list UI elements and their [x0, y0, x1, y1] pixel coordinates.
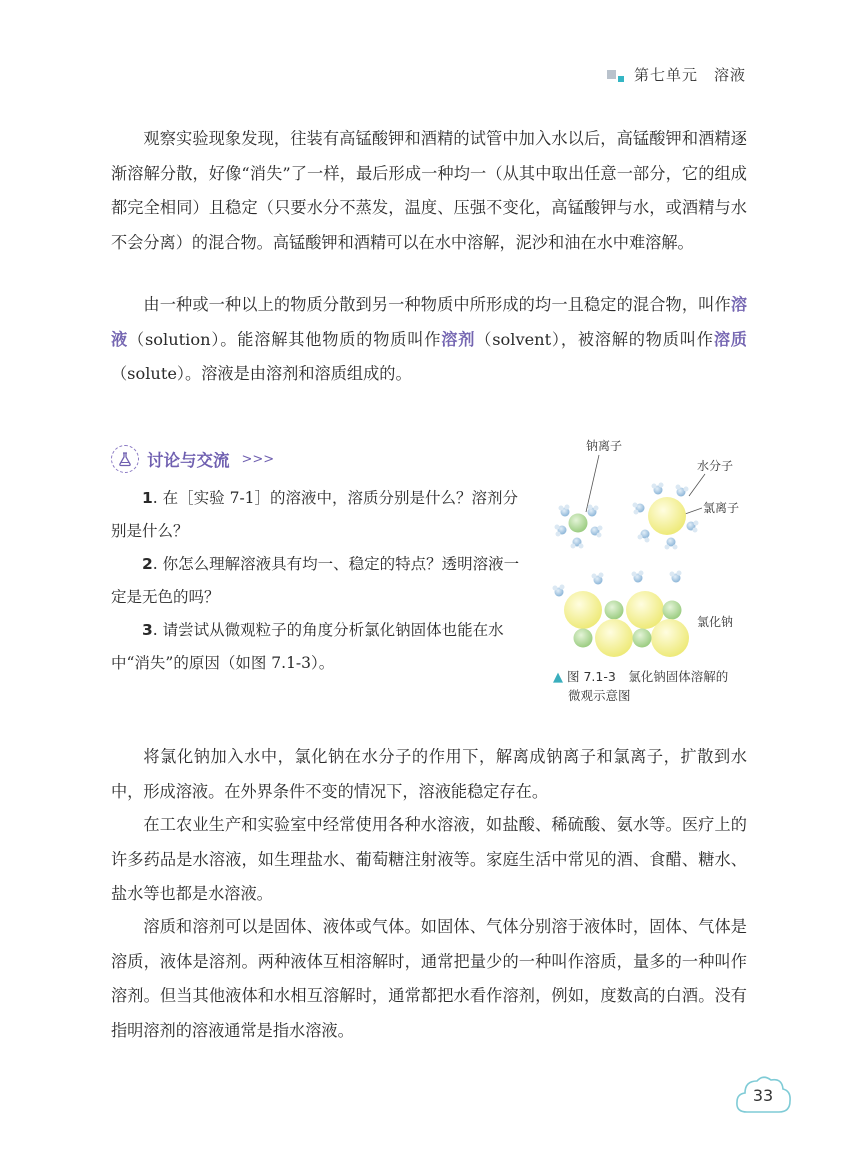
- discussion-title: 讨论与交流: [147, 451, 230, 470]
- water-molecule: [559, 505, 570, 517]
- question-1: [111, 482, 526, 548]
- leader-water: [689, 474, 705, 496]
- water-molecule: [588, 505, 599, 517]
- definition-text: （solvent），被溶解的物质叫作: [475, 329, 714, 349]
- water-molecule: [676, 485, 689, 497]
- term-solute: 溶质: [713, 329, 747, 349]
- leader-sodium: [586, 455, 599, 512]
- question-number: 1: [142, 489, 153, 507]
- hydrated-sodium-ion: [555, 505, 603, 549]
- water-molecule: [571, 538, 584, 549]
- discussion-arrows: >>>: [241, 451, 275, 467]
- water-molecule: [553, 585, 565, 597]
- caption-line-1: 图 7.1-3 氯化钠固体溶解的: [566, 669, 729, 684]
- question-text: . 在［实验 7-1］的溶液中，溶质分别是什么？溶剂分别是什么？: [111, 489, 519, 540]
- paragraph-dissolution: 将氯化钠加入水中，氯化钠在水分子的作用下，解离成钠离子和氯离子，扩散到水中，形成溶液。在外界条件不变的情况下，溶液能稳定存在。: [111, 747, 747, 801]
- arrow-up-icon: ▲: [553, 670, 563, 685]
- water-molecule: [592, 573, 604, 585]
- page-number-badge: [733, 1072, 793, 1118]
- question-2: [111, 548, 526, 614]
- paragraph-observation: 观察实验现象发现，往装有高锰酸钾和酒精的试管中加入水以后，高锰酸钾和酒精逐渐溶解分散，好像“消失”了一样，最后形成一种均一（从其中取出任意一部分，它的组成都完全相同）且稳定（只要水分不蒸发，温度、压强不变化，高锰酸钾与水，或酒精与水不会分离）的混合物。高锰酸钾和酒精可以在水中溶解，泥沙和油在水中难溶解。: [111, 129, 747, 252]
- water-molecule: [687, 521, 699, 533]
- water-molecule: [670, 571, 682, 583]
- water-molecule: [652, 483, 664, 495]
- term-solvent: 溶剂: [441, 329, 476, 349]
- label-sodium-ion: 钠离子: [586, 439, 623, 453]
- label-water-molecule: 水分子: [697, 459, 734, 473]
- caption-line-2: 微观示意图: [568, 688, 631, 703]
- page-number: 33: [752, 1085, 774, 1105]
- question-number: 3: [142, 621, 153, 639]
- figure-caption: [553, 668, 728, 705]
- hydrated-chloride-ion: [633, 483, 699, 550]
- water-molecule: [555, 525, 567, 537]
- leader-chloride: [685, 508, 702, 514]
- question-text: . 请尝试从微观粒子的角度分析氯化钠固体也能在水中“消失”的原因（如图 7.1-3）。: [111, 621, 504, 672]
- label-sodium-chloride: 氯化钠: [697, 615, 734, 629]
- water-molecules-above-crystal: [553, 571, 682, 597]
- question-3: [111, 614, 526, 680]
- header-square-teal: [618, 76, 624, 82]
- paragraph-definition: [111, 288, 747, 392]
- paragraph-aqueous-solutions: 在工农业生产和实验室中经常使用各种水溶液，如盐酸、稀硫酸、氨水等。医疗上的许多药品是水溶液，如生理盐水、葡萄糖注射液等。家庭生活中常见的酒、食醋、糖水、盐水等也都是水溶液。: [111, 815, 747, 903]
- discussion-header: [111, 445, 274, 473]
- term-solution: 溶液: [111, 295, 747, 349]
- unit-title: 第七单元 溶液: [633, 66, 746, 84]
- water-molecule: [665, 538, 678, 550]
- flask-icon: [111, 445, 139, 473]
- water-molecule: [591, 526, 603, 538]
- page-header: [607, 64, 746, 85]
- question-text: . 你怎么理解溶液具有均一、稳定的特点？透明溶液一定是无色的吗？: [111, 555, 520, 606]
- definition-text: （solution）。能溶解其他物质的物质叫作: [128, 329, 442, 349]
- water-molecule: [632, 571, 644, 583]
- nacl-dissolution-figure: [545, 430, 765, 660]
- paragraph-solute-solvent: 溶质和溶剂可以是固体、液体或气体。如固体、气体分别溶于液体时，固体、气体是溶质，液体是溶剂。两种液体互相溶解时，通常把量少的一种叫作溶质，量多的一种叫作溶剂。但当其他液体和水相互溶解时，通常都把水看作溶剂，例如，度数高的白酒。没有指明溶剂的溶液通常是指水溶液。: [111, 917, 747, 1040]
- definition-text: （solute）。溶液是由溶剂和溶质组成的。: [111, 364, 412, 383]
- water-molecule: [638, 530, 650, 543]
- question-number: 2: [142, 555, 153, 573]
- label-chloride-ion: 氯离子: [703, 501, 740, 515]
- water-molecule: [633, 503, 645, 515]
- header-square-gray: [607, 70, 616, 79]
- sodium-chloride-crystal: [564, 591, 689, 657]
- definition-text: 由一种或一种以上的物质分散到另一种物质中所形成的均一且稳定的混合物，叫作: [143, 295, 731, 314]
